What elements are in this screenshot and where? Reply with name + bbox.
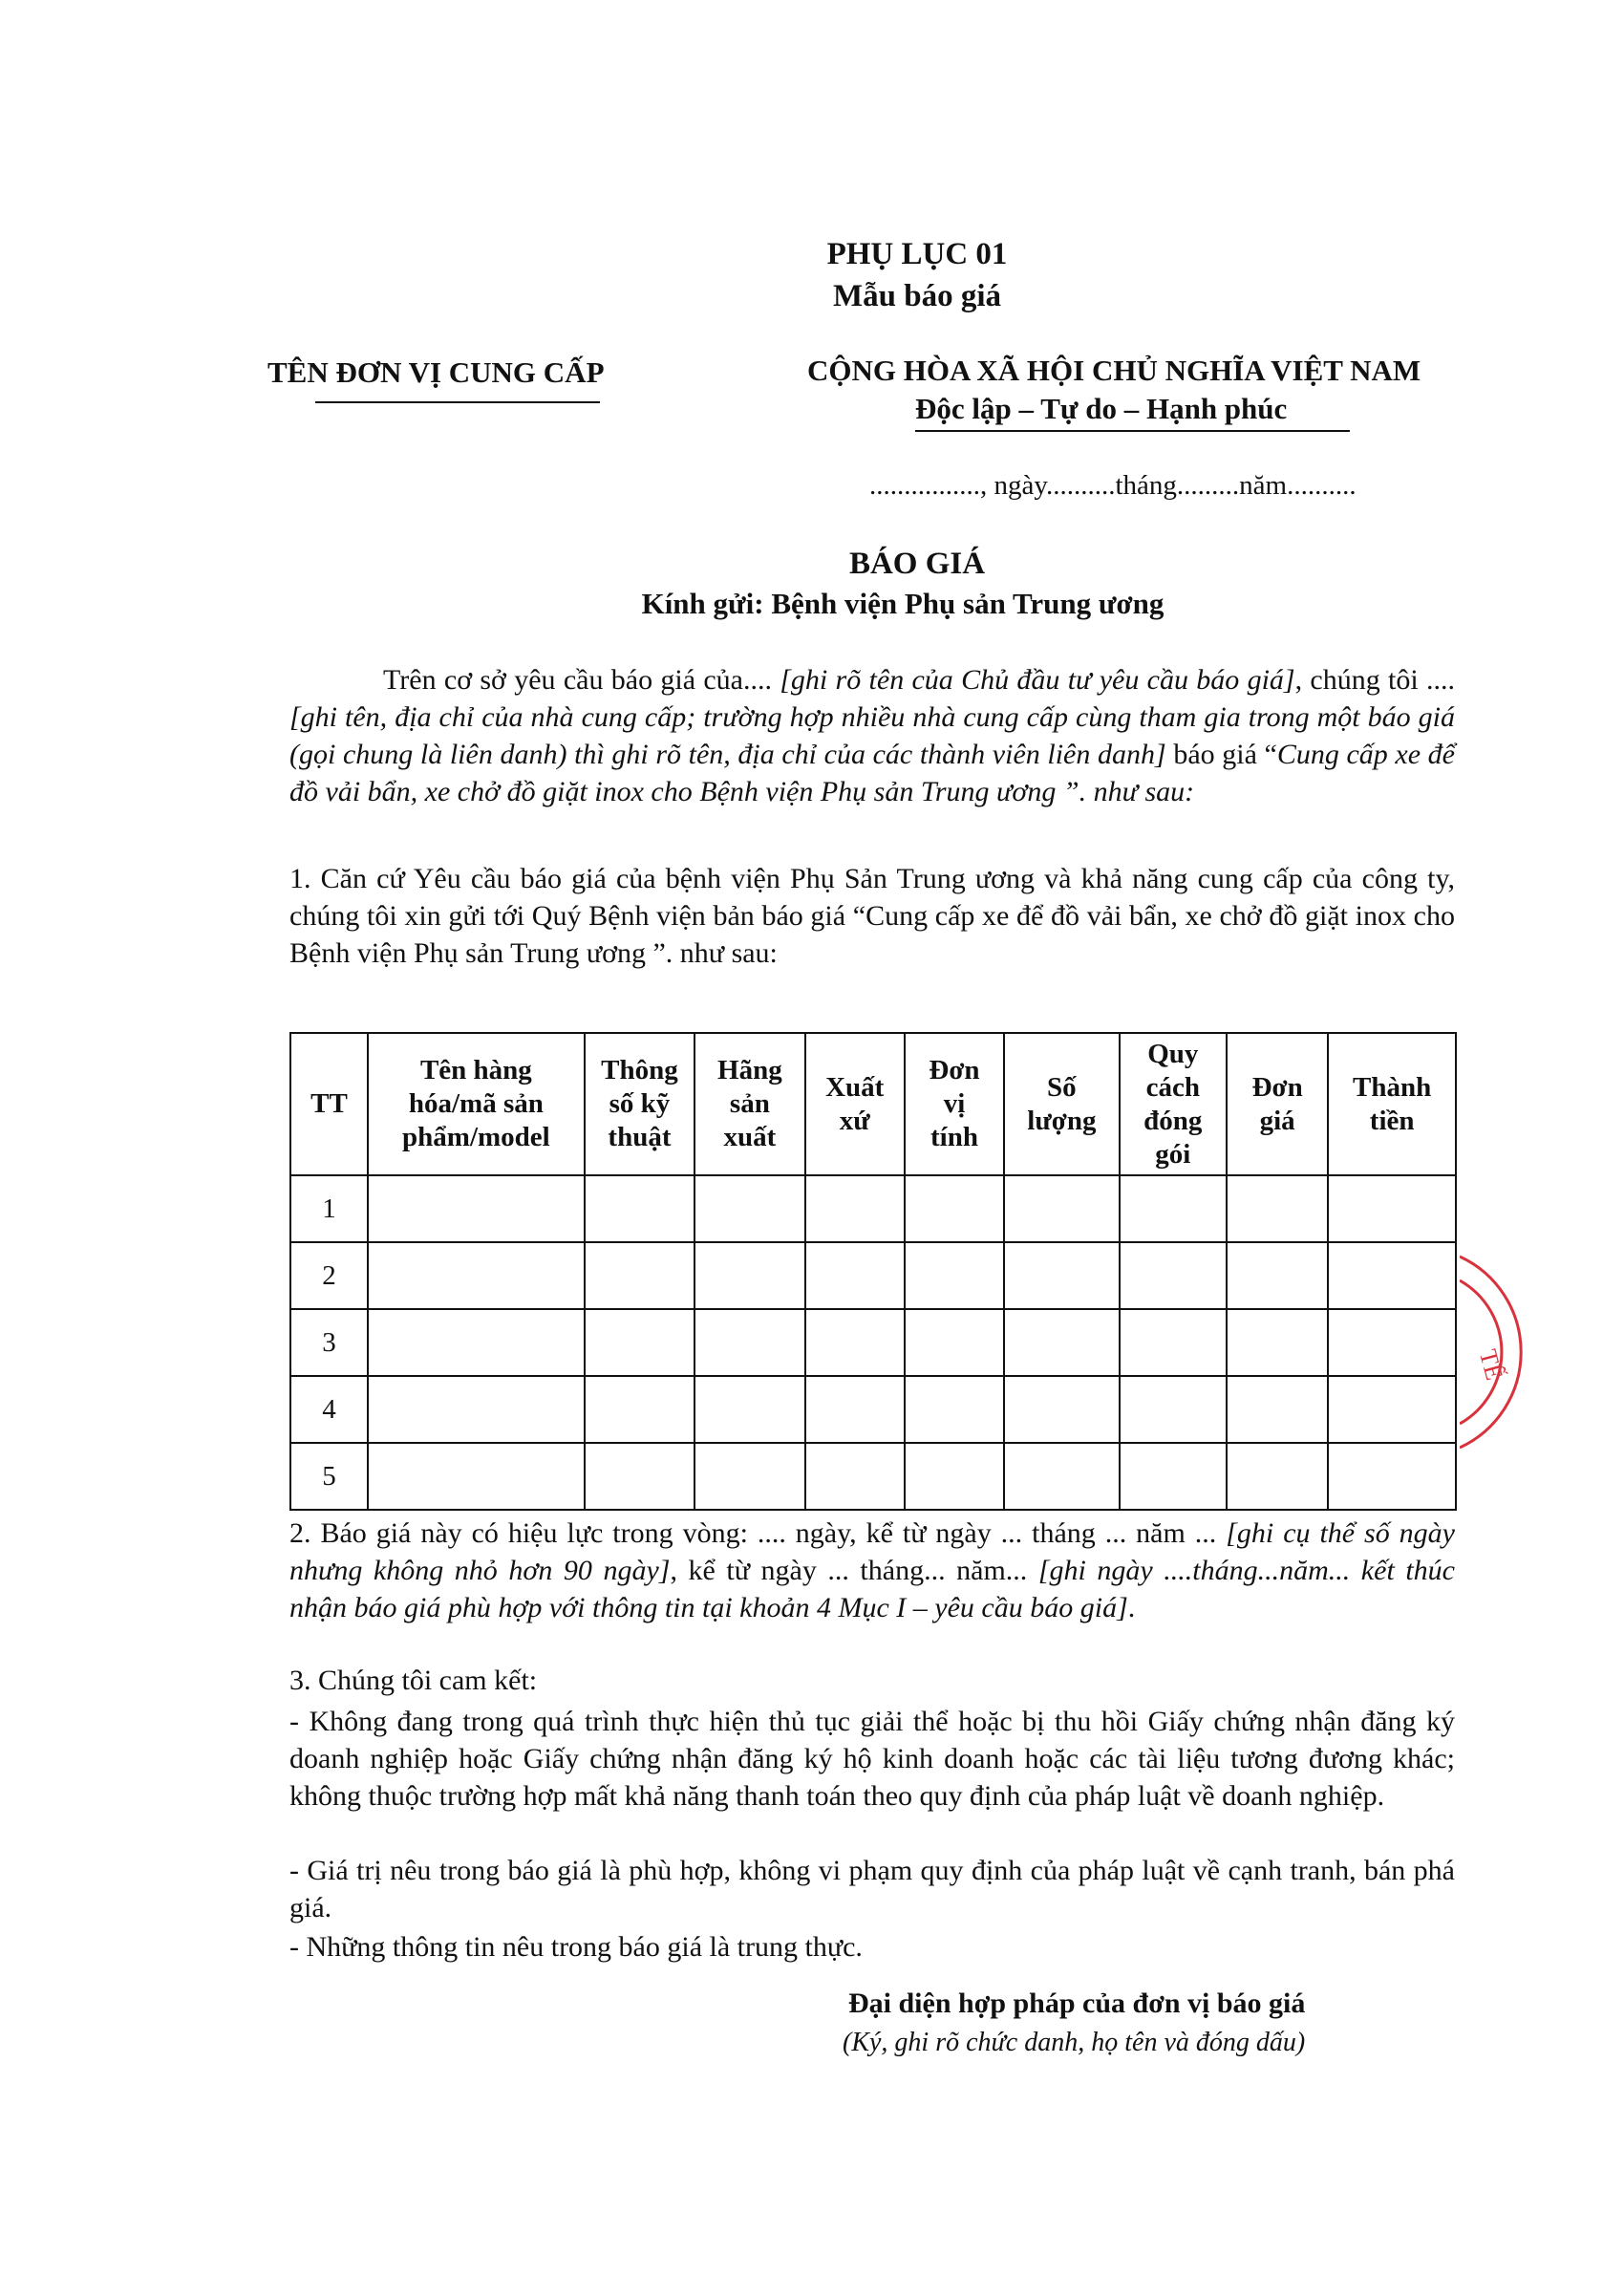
commitment-item: - Những thông tin nêu trong báo giá là trung thực. <box>289 1931 863 1963</box>
cell[interactable] <box>1227 1309 1328 1376</box>
cell[interactable] <box>1004 1309 1119 1376</box>
point-1-paragraph: 1. Căn cứ Yêu cầu báo giá của bệnh viện Phụ Sản Trung ương và khả năng cung cấp của công ty, chúng tôi xin gửi tới Quý Bệnh viện bản báo giá “Cung cấp xe để đồ vải bẩn, xe chở đồ giặt inox cho Bệnh viện Phụ sản Trung ương ”. như sau: <box>289 863 1455 969</box>
intro-paragraph <box>289 661 1455 810</box>
cell[interactable] <box>1004 1175 1119 1242</box>
cell[interactable] <box>585 1376 694 1443</box>
cell[interactable] <box>1120 1175 1227 1242</box>
cell[interactable] <box>805 1309 905 1376</box>
cell[interactable] <box>585 1443 694 1510</box>
validity-placeholder-days: [ghi cụ thể số ngày nhưng không nhỏ hơn 90 ngày] <box>289 1517 1455 1586</box>
cell[interactable] <box>1328 1309 1456 1376</box>
quote-table <box>289 1032 1457 1511</box>
cell[interactable] <box>694 1309 804 1376</box>
validity-placeholder-end-date: [ghi ngày ....tháng...năm... kết thúc nhận báo giá phù hợp với thông tin tại khoản 4 Mục I – yêu cầu báo giá] <box>289 1555 1455 1623</box>
cell[interactable] <box>585 1175 694 1242</box>
country-name: CỘNG HÒA XÃ HỘI CHỦ NGHĨA VIỆT NAM <box>807 354 1421 387</box>
row-number: 3 <box>290 1309 368 1376</box>
header-technical-spec: Thông số kỹ thuật <box>585 1033 694 1175</box>
intro-package-name: Cung cấp xe để đồ vải bẩn, xe chở đồ giặt inox cho Bệnh viện Phụ sản Trung ương ”. như sau: <box>289 739 1455 807</box>
validity-text-1: 2. Báo giá này có hiệu lực trong vòng: .... ngày, kể từ ngày ... tháng ... năm ... <box>289 1517 1227 1549</box>
cell[interactable] <box>368 1175 585 1242</box>
supplier-name-label: TÊN ĐƠN VỊ CUNG CẤP <box>267 355 605 389</box>
cell[interactable] <box>1328 1376 1456 1443</box>
cell[interactable] <box>694 1242 804 1309</box>
header-amount: Thành tiền <box>1328 1033 1456 1175</box>
appendix-title: PHỤ LỤC 01 <box>826 237 1008 271</box>
cell[interactable] <box>805 1242 905 1309</box>
table-row <box>290 1443 1456 1510</box>
intro-placeholder-supplier: [ghi tên, địa chỉ của nhà cung cấp; trường hợp nhiều nhà cung cấp cùng tham gia trong một báo giá (gọi chung là liên danh) thì ghi rõ tên, địa chỉ của các thành viên liên danh] <box>289 701 1455 770</box>
table-row <box>290 1309 1456 1376</box>
table-header-row <box>290 1033 1456 1175</box>
intro-text-2: , chúng tôi .... <box>1294 664 1455 696</box>
cell[interactable] <box>905 1242 1004 1309</box>
cell[interactable] <box>905 1376 1004 1443</box>
cell[interactable] <box>1227 1376 1328 1443</box>
cell[interactable] <box>1004 1242 1119 1309</box>
cell[interactable] <box>1120 1443 1227 1510</box>
intro-text-1: Trên cơ sở yêu cầu báo giá của.... <box>383 664 780 696</box>
header-packing: Quy cách đóng gói <box>1120 1033 1227 1175</box>
row-number: 1 <box>290 1175 368 1242</box>
table-row <box>290 1242 1456 1309</box>
cell[interactable] <box>1004 1443 1119 1510</box>
table-row <box>290 1175 1456 1242</box>
cell[interactable] <box>585 1309 694 1376</box>
row-number: 4 <box>290 1376 368 1443</box>
cell[interactable] <box>905 1443 1004 1510</box>
cell[interactable] <box>1227 1175 1328 1242</box>
cell[interactable] <box>694 1376 804 1443</box>
cell[interactable] <box>368 1376 585 1443</box>
header-unit: Đơn vị tính <box>905 1033 1004 1175</box>
cell[interactable] <box>1004 1376 1119 1443</box>
intro-placeholder-investor: [ghi rõ tên của Chủ đầu tư yêu cầu báo giá] <box>780 664 1295 696</box>
header-tt: TT <box>290 1033 368 1175</box>
row-number: 5 <box>290 1443 368 1510</box>
cell[interactable] <box>1227 1443 1328 1510</box>
signature-note: (Ký, ghi rõ chức danh, họ tên và đóng dấu) <box>843 2028 1306 2057</box>
document-title: BÁO GIÁ <box>848 547 986 581</box>
cell[interactable] <box>905 1309 1004 1376</box>
cell[interactable] <box>368 1242 585 1309</box>
commitment-item: - Giá trị nêu trong báo giá là phù hợp, không vi phạm quy định của pháp luật về cạnh tranh, bán phá giá. <box>289 1855 1455 1923</box>
red-stamp-icon <box>1460 1237 1574 1467</box>
cell[interactable] <box>585 1242 694 1309</box>
intro-text-3: báo giá “ <box>1165 739 1277 770</box>
motto-underline <box>915 430 1350 432</box>
national-motto: Độc lập – Tự do – Hạnh phúc <box>915 392 1288 425</box>
signature-title: Đại diện hợp pháp của đơn vị báo giá <box>848 1988 1306 2019</box>
cell[interactable] <box>1328 1242 1456 1309</box>
cell[interactable] <box>805 1443 905 1510</box>
validity-paragraph <box>289 1515 1455 1626</box>
header-product-name: Tên hàng hóa/mã sản phẩm/model <box>368 1033 585 1175</box>
validity-text-2: , kể từ ngày ... tháng... năm... <box>670 1555 1038 1586</box>
cell[interactable] <box>1120 1376 1227 1443</box>
header-quantity: Số lượng <box>1004 1033 1119 1175</box>
cell[interactable] <box>694 1175 804 1242</box>
commitments-title: 3. Chúng tôi cam kết: <box>289 1665 538 1696</box>
date-line: ................, ngày..........tháng.........năm.......... <box>869 470 1357 501</box>
cell[interactable] <box>805 1376 905 1443</box>
supplier-underline <box>315 401 600 403</box>
table-row <box>290 1376 1456 1443</box>
cell[interactable] <box>1227 1242 1328 1309</box>
cell[interactable] <box>694 1443 804 1510</box>
recipient-line: Kính gửi: Bệnh viện Phụ sản Trung ương <box>641 587 1165 620</box>
svg-text:TẾ: TẾ <box>1473 1346 1509 1384</box>
header-manufacturer: Hãng sản xuất <box>694 1033 804 1175</box>
cell[interactable] <box>1328 1175 1456 1242</box>
cell[interactable] <box>1120 1309 1227 1376</box>
cell[interactable] <box>368 1443 585 1510</box>
header-origin: Xuất xứ <box>805 1033 905 1175</box>
cell[interactable] <box>805 1175 905 1242</box>
cell[interactable] <box>1120 1242 1227 1309</box>
commitment-item: - Không đang trong quá trình thực hiện thủ tục giải thể hoặc bị thu hồi Giấy chứng nhận đăng ký doanh nghiệp hoặc Giấy chứng nhận đăng ký hộ kinh doanh hoặc các tài liệu tương đương khác; không thuộc trường hợp mất khả năng thanh toán theo quy định của pháp luật về doanh nghiệp. <box>289 1706 1455 1812</box>
cell[interactable] <box>1328 1443 1456 1510</box>
cell[interactable] <box>905 1175 1004 1242</box>
cell[interactable] <box>368 1309 585 1376</box>
form-name: Mẫu báo giá <box>832 279 1002 313</box>
row-number: 2 <box>290 1242 368 1309</box>
validity-text-3: . <box>1127 1592 1136 1623</box>
header-unit-price: Đơn giá <box>1227 1033 1328 1175</box>
